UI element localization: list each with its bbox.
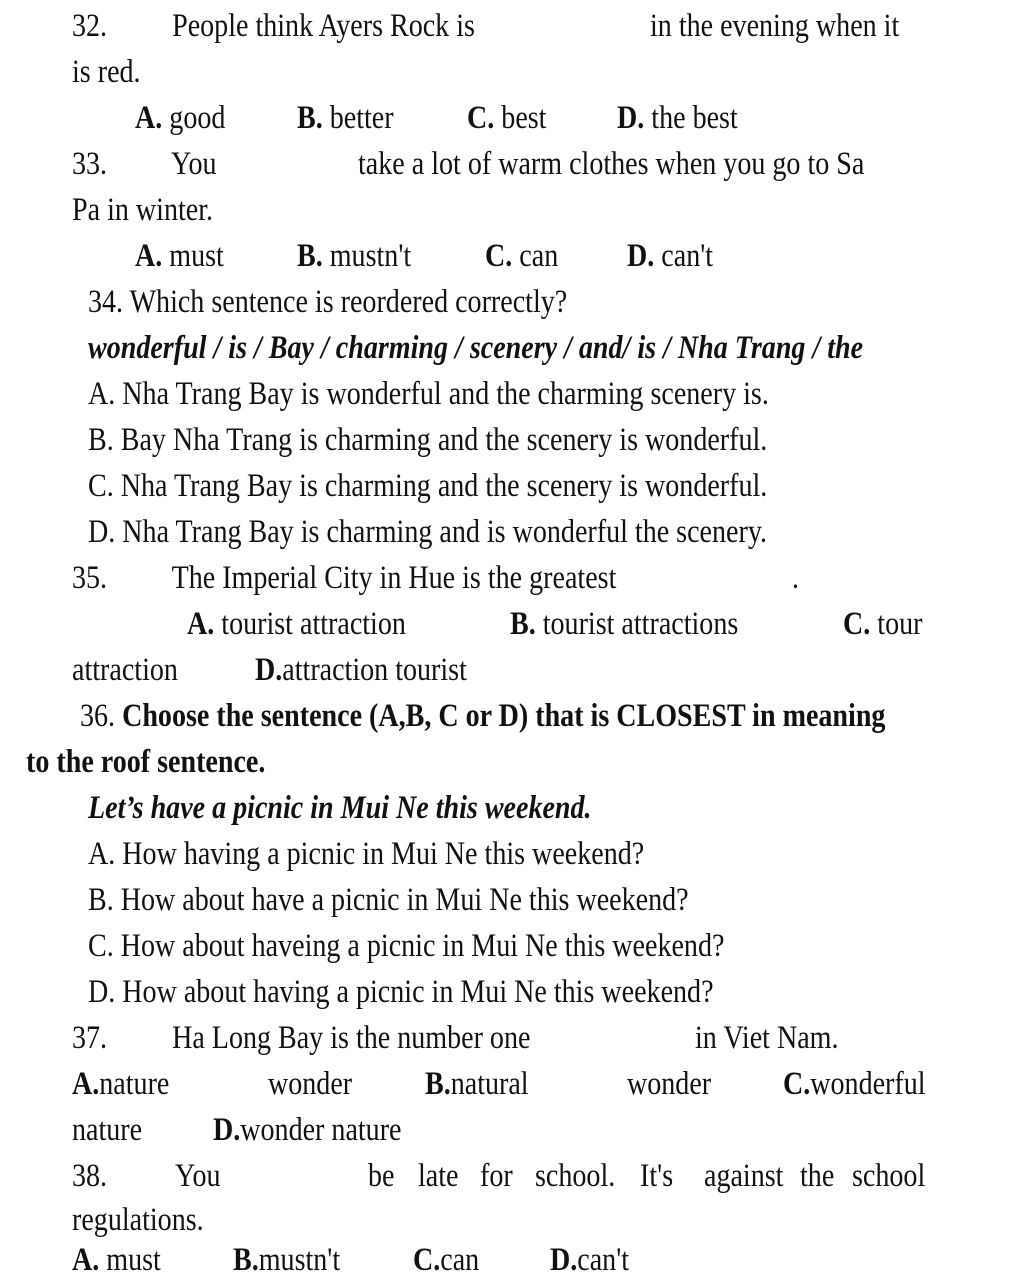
option-d[interactable]: D. can't xyxy=(627,238,714,274)
option-a[interactable]: A. How having a picnic in Mui Ne this weekend? xyxy=(88,836,645,872)
question-number: 32. xyxy=(72,8,108,44)
question-34-prompt: wonderful / is / Bay / charming / scenery / and/ is / Nha Trang / the xyxy=(88,330,864,366)
question-stem-end: . xyxy=(792,560,800,596)
option-d[interactable]: D.attraction tourist xyxy=(255,652,467,688)
option-c[interactable]: C. best xyxy=(467,100,547,136)
question-38-word: against xyxy=(704,1158,784,1194)
question-stem: Ha Long Bay is the number one xyxy=(172,1020,531,1056)
question-number: 33. xyxy=(72,146,108,182)
option-b-continued[interactable]: wonder xyxy=(627,1066,712,1102)
option-b[interactable]: B. mustn't xyxy=(297,238,412,274)
option-c[interactable]: C. How about haveing a picnic in Mui Ne this weekend? xyxy=(88,928,725,964)
option-d[interactable]: D. Nha Trang Bay is charming and is wonderful the scenery. xyxy=(88,514,768,550)
option-d[interactable]: D. the best xyxy=(617,100,738,136)
question-37-line xyxy=(72,1018,530,1058)
option-d[interactable]: D.wonder nature xyxy=(213,1112,402,1148)
option-d[interactable]: D. How about having a picnic in Mui Ne this weekend? xyxy=(88,974,714,1010)
option-a-continued[interactable]: wonder xyxy=(268,1066,353,1102)
question-instruction-continued: to the roof sentence. xyxy=(26,744,266,780)
option-c[interactable]: C.wonderful xyxy=(783,1066,926,1102)
question-stem: People think Ayers Rock is xyxy=(172,8,475,44)
option-b[interactable]: B. How about have a picnic in Mui Ne this weekend? xyxy=(88,882,689,918)
question-36-line xyxy=(80,696,885,736)
question-stem-continued: is red. xyxy=(72,54,141,90)
question-38-word: school xyxy=(852,1158,926,1194)
option-b[interactable]: B.natural xyxy=(425,1066,529,1102)
question-38-number: 38. xyxy=(72,1158,108,1194)
question-stem-after: in the evening when it xyxy=(650,8,900,44)
option-b[interactable]: B. better xyxy=(297,100,394,136)
question-stem: You xyxy=(171,146,217,182)
question-stem-after: take a lot of warm clothes when you go to Sa xyxy=(358,146,865,182)
question-36-prompt: Let’s have a picnic in Mui Ne this weekend. xyxy=(88,790,592,826)
question-stem-continued: regulations. xyxy=(72,1202,204,1238)
option-c[interactable]: C. Nha Trang Bay is charming and the scenery is wonderful. xyxy=(88,468,768,504)
option-a[interactable]: A. Nha Trang Bay is wonderful and the charming scenery is. xyxy=(88,376,769,412)
question-35-line xyxy=(72,558,616,598)
option-b[interactable]: B.mustn't xyxy=(233,1242,341,1278)
option-c-continued[interactable]: attraction xyxy=(72,652,178,688)
question-instruction: Choose the sentence (A,B, C or D) that is CLOSEST in meaning xyxy=(122,698,886,734)
option-d[interactable]: D.can't xyxy=(550,1242,630,1278)
option-c[interactable]: C. can xyxy=(485,238,559,274)
option-a[interactable]: A. must xyxy=(135,238,224,274)
question-number: 35. xyxy=(72,560,108,596)
option-c-continued[interactable]: nature xyxy=(72,1112,143,1148)
question-33-line xyxy=(72,144,217,184)
question-stem-after: in Viet Nam. xyxy=(695,1020,839,1056)
question-stem: The Imperial City in Hue is the greatest xyxy=(171,560,617,596)
option-a[interactable]: A. must xyxy=(72,1242,161,1278)
question-38-word: the xyxy=(800,1158,835,1194)
question-32-line xyxy=(72,6,475,46)
question-34-stem: 34. Which sentence is reordered correctly? xyxy=(88,284,568,320)
option-a[interactable]: A.nature xyxy=(72,1066,170,1102)
option-a[interactable]: A. good xyxy=(135,100,226,136)
option-a[interactable]: A. tourist attraction xyxy=(187,606,406,642)
question-38-word: school. xyxy=(535,1158,616,1194)
question-number: 36. xyxy=(80,698,116,734)
option-b[interactable]: B. tourist attractions xyxy=(510,606,739,642)
option-b[interactable]: B. Bay Nha Trang is charming and the scenery is wonderful. xyxy=(88,422,768,458)
question-stem-continued: Pa in winter. xyxy=(72,192,214,228)
question-38-word: late xyxy=(418,1158,459,1194)
question-38-word: for xyxy=(480,1158,513,1194)
question-38-word: be xyxy=(368,1158,395,1194)
question-number: 37. xyxy=(72,1020,108,1056)
option-c[interactable]: C. tour xyxy=(843,606,923,642)
question-38-word: It's xyxy=(640,1158,674,1194)
question-38-word: You xyxy=(175,1158,221,1194)
option-c[interactable]: C.can xyxy=(413,1242,480,1278)
